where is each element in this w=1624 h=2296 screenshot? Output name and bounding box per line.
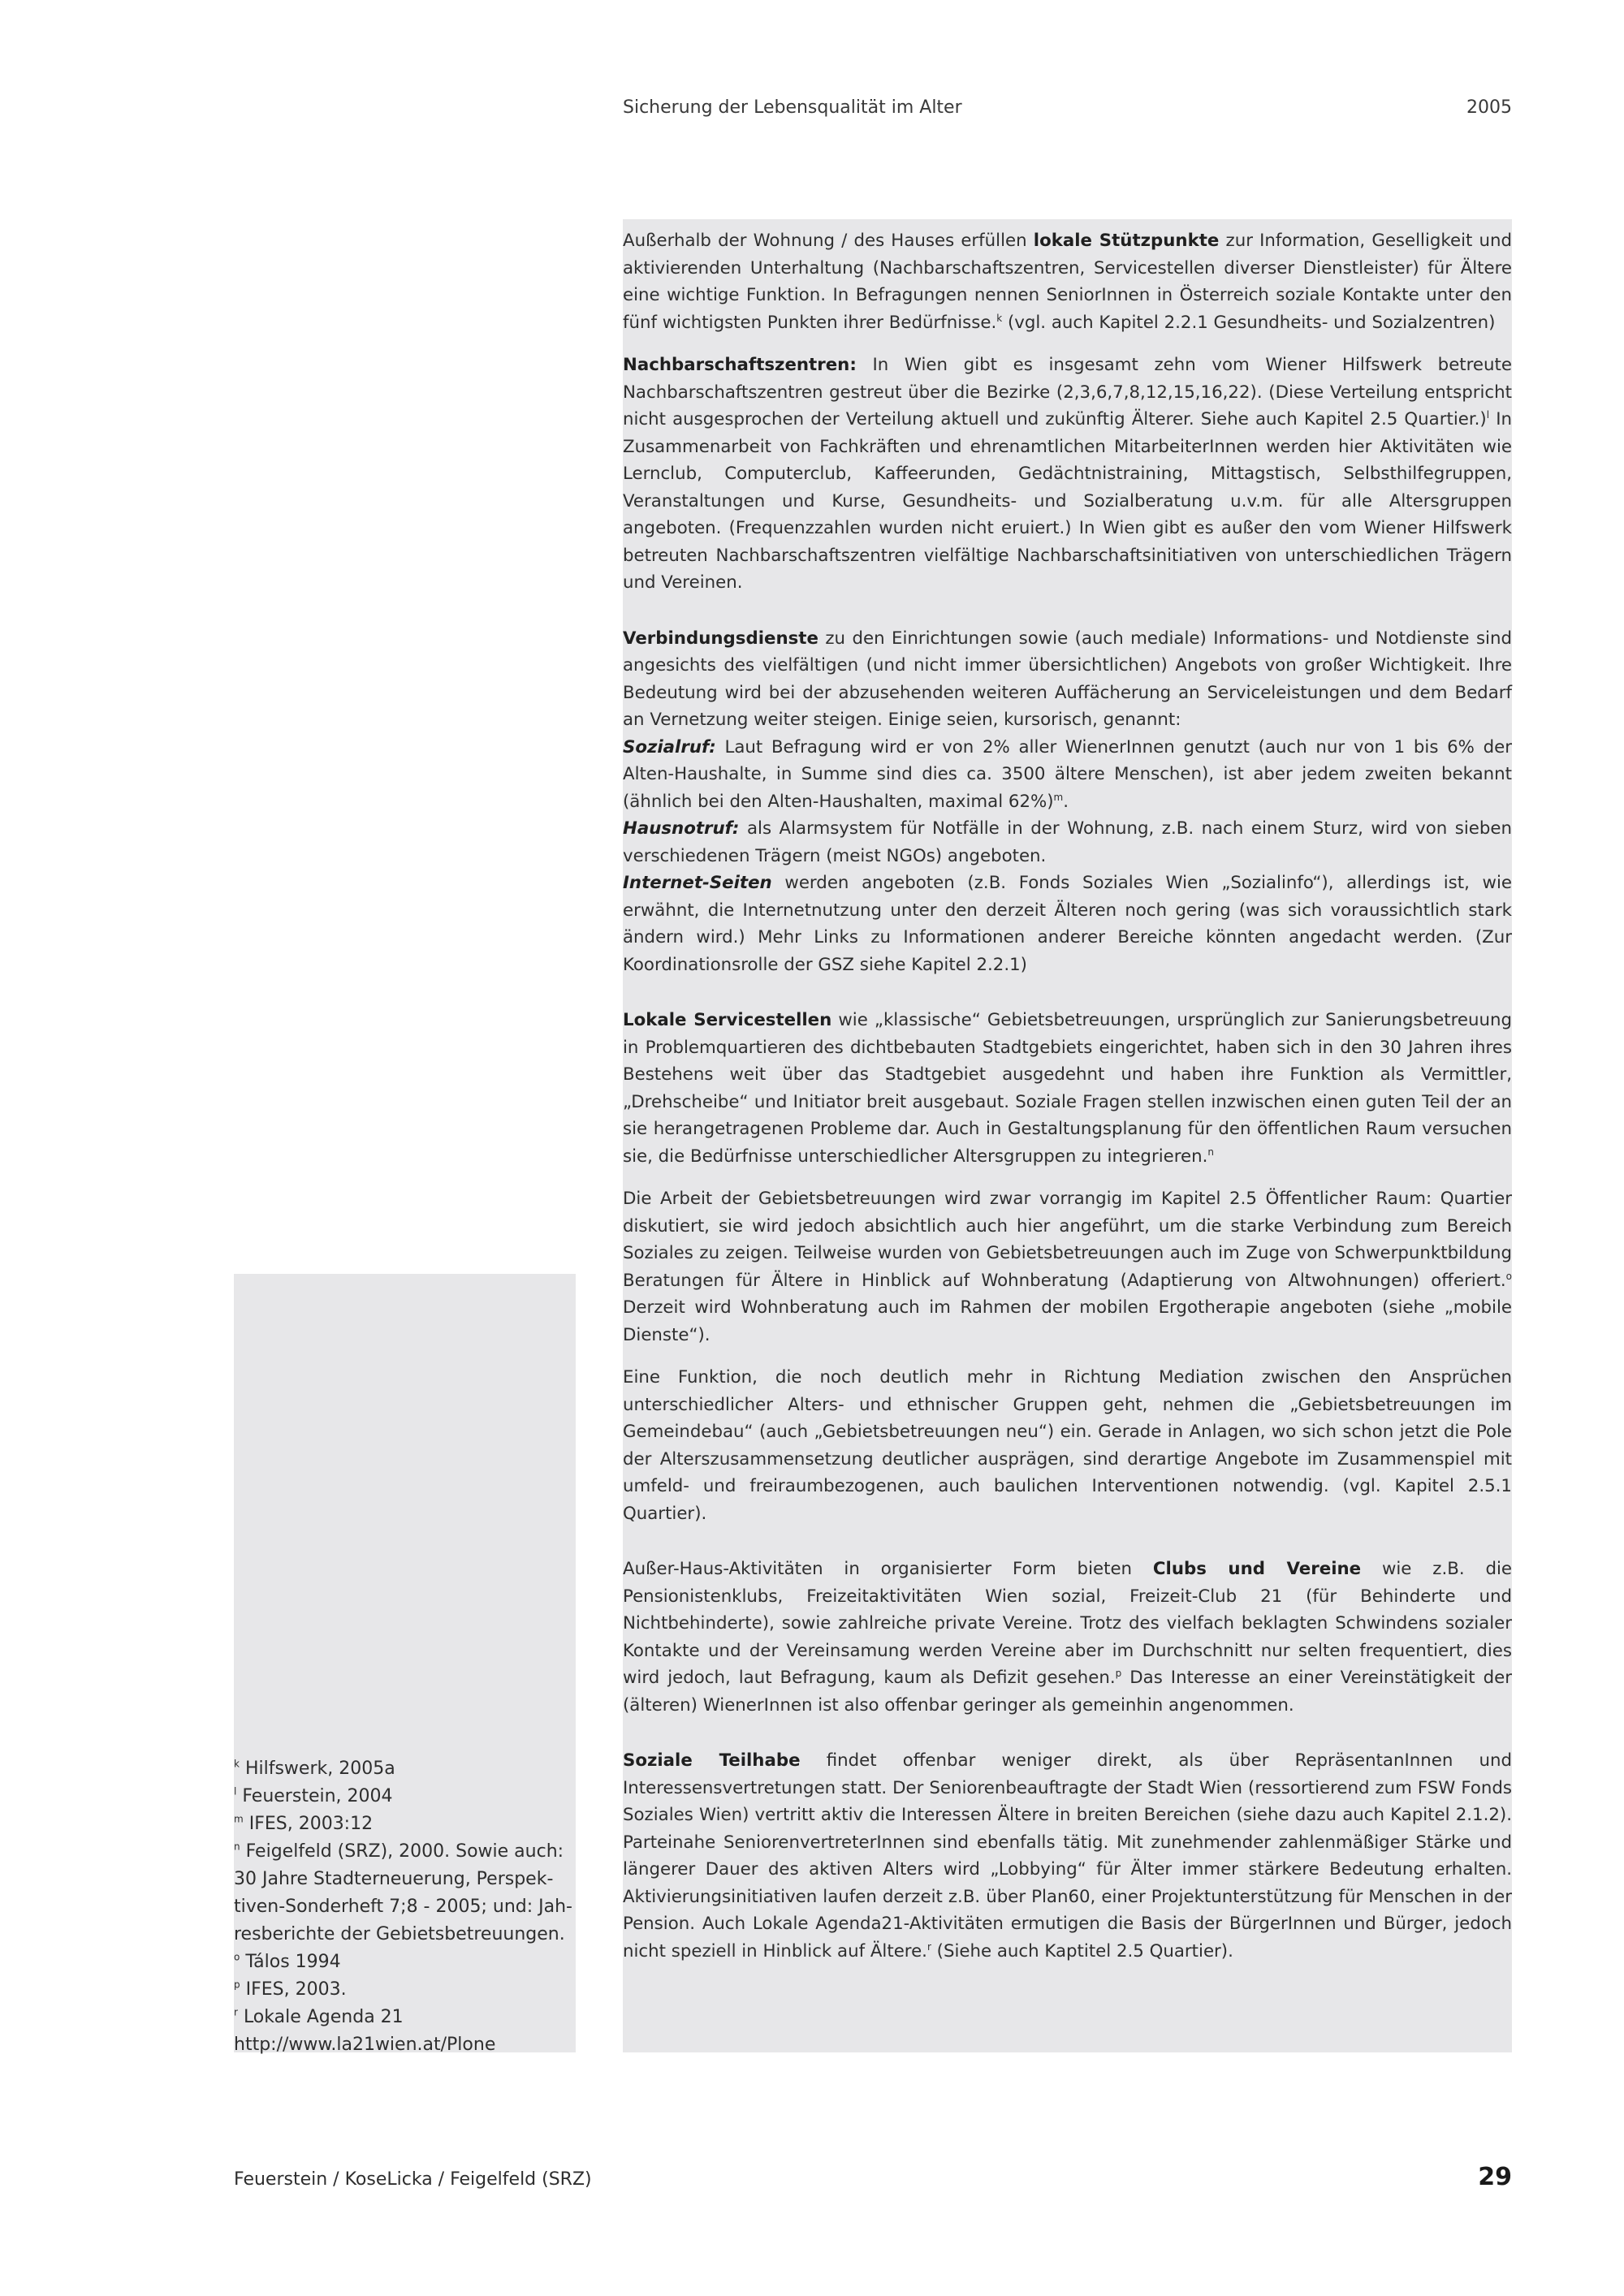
- footnote-n-line: 30 Jahre Stadterneuerung, Perspek-: [234, 1869, 554, 1889]
- footnote-ref-r: r: [926, 1940, 931, 1953]
- footnote-ref-k: k: [996, 312, 1003, 324]
- paragraph-verbindungsdienste: Verbindungsdienste zu den Einrichtungen sowie (auch mediale) Informations- und Notdienste sind angesichts des vielfältigen (und nicht immer übersichtlichen) Angebots von großer Wichtigkeit. Ihre Bedeutung wird bei der abzusehenden weiteren Auffächerung an Serviceleistungen und dem Bedarf an Vernetzung weiter steigen. Einige seien, kursorisch, genannt:: [623, 628, 1512, 730]
- paragraph-lokale-stuetzpunkte: Außerhalb der Wohnung / des Hauses erfüllen lokale Stützpunkte zur Information, Geselligkeit und aktivierenden Unterhaltung (Nachbarschaftszentren, Servicestellen diverser Dienstleister) für Ältere eine wichtige Funktion. In Befragungen nennen SeniorInnen in Österreich soziale Kontakte unter den fünf wichtigsten Punkten ihrer Bedürfnisse.$^k$ (vgl. auch Kapitel 2.2.1 Gesundheits- und Sozialzentren): [623, 231, 1512, 333]
- footnote-p: $^p$ IFES, 2003.: [234, 1979, 347, 2000]
- footnote-r: $^r$ Lokale Agenda 21: [234, 2006, 404, 2027]
- footnote-l: $^l$ Feuerstein, 2004: [234, 1785, 393, 1806]
- paragraph-nachbarschaftszentren: Nachbarschaftszentren: In Wien gibt es insgesamt zehn vom Wiener Hilfswerk betreute Nachbarschaftszentren gestreut über die Bezirke (2,3,6,7,8,12,15,16,22). (Diese Verteilung entspricht nicht ausgesprochen der Verteilung aktuell und zukünftig Älterer. Siehe auch Kapitel 2.5 Quartier.)$^l$ In Zusammenarbeit von Fachkräften und ehrenamtlichen MitarbeiterInnen werden hier Aktivitäten wie Lernclub, Computerclub, Kaffeerunden, Gedächtnistraining, Mittagstisch, Selbsthilfegruppen, Veranstaltungen und Kurse, Gesundheits- und Sozialberatung u.v.m. für alle Altersgruppen angeboten. (Frequenzzahlen wurden nicht eruiert.) In Wien gibt es außer den vom Wiener Hilfswerk betreuten Nachbarschaftszentren vielfältige Nachbarschaftsinitiativen von unterschiedlichen Trägern und Vereinen.: [623, 355, 1512, 593]
- footnote-ref-n: n: [1207, 1146, 1214, 1158]
- footnote-k: $^k$ Hilfswerk, 2005a: [234, 1758, 395, 1779]
- page-number: 29: [1478, 2163, 1512, 2191]
- footnote-ref-l: l: [1486, 408, 1490, 421]
- footnote-n-line: tiven-Sonderheft 7;8 - 2005; und: Jah-: [234, 1897, 572, 1917]
- footnote-n: $^n$ Feigelfeld (SRZ), 2000. Sowie auch:: [234, 1841, 564, 1862]
- paragraph-lokale-servicestellen: Lokale Servicestellen wie „klassische“ Gebietsbetreuungen, ursprünglich zur Sanierungsbetreuung in Problemquartieren des dichtbebauten Stadtgebiets eingerichtet, haben sich in den 30 Jahren ihres Bestehens weit über das Stadtgebiet ausgedehnt und haben ihre Funktion als Vermittler, „Drehscheibe“ und Initiator breit ausgebaut. Soziale Fragen stellen inzwischen einen guten Teil der an sie herangetragenen Probleme dar. Auch in Gestaltungsplanung für den öffentlichen Raum versuchen sie, die Bedürfnisse unterschiedlicher Altersgruppen zu integrieren.$^n$: [623, 1010, 1512, 1167]
- footnote-ref-o: o: [1505, 1270, 1512, 1282]
- footnote-m: $^m$ IFES, 2003:12: [234, 1813, 374, 1834]
- main-text-block: [623, 219, 1512, 2052]
- running-header-year: 2005: [1466, 97, 1512, 118]
- paragraph-mediation: Eine Funktion, die noch deutlich mehr in Richtung Mediation zwischen den Ansprüchen unterschiedlicher Alters- und ethnischer Gruppen geht, nehmen die „Gebietsbetreuungen im Gemeindebau“ (auch „Gebietsbetreuungen neu“) ein. Gerade in Anlagen, wo sich schon jetzt die Pole der Alterszusammensetzung deutlicher ausprägen, sind derartige Angebote im Zusammenspiel mit umfeld- und freiraumbezogenen, auch baulichen Interventionen notwendig. (vgl. Kapitel 2.5.1 Quartier).: [623, 1367, 1512, 1524]
- footnote-n-line: resberichte der Gebietsbetreuungen.: [234, 1924, 565, 1944]
- paragraph-hausnotruf: Hausnotruf: als Alarmsystem für Notfälle in der Wohnung, z.B. nach einem Sturz, wird von sieben verschiedenen Trägern (meist NGOs) angeboten.: [623, 818, 1512, 866]
- footnote-r-link: http://www.la21wien.at/Plone: [234, 2035, 496, 2055]
- footnote-ref-m: m: [1053, 791, 1064, 803]
- paragraph-internet-seiten: Internet-Seiten werden angeboten (z.B. Fonds Soziales Wien „Sozialinfo“), allerdings ist, wie erwähnt, die Internetnutzung unter den derzeit Älteren noch gering (was sich voraussichtlich stark ändern wird.) Mehr Links zu Informationen anderer Bereiche könnten angedacht werden. (Zur Koordinationsrolle der GSZ siehe Kapitel 2.2.1): [623, 873, 1512, 975]
- paragraph-gebietsbetreuungen: Die Arbeit der Gebietsbetreuungen wird zwar vorrangig im Kapitel 2.5 Öffentlicher Raum: Quartier diskutiert, sie wird jedoch absichtlich auch hier angeführt, um die starke Verbindung zum Bereich Soziales zu zeigen. Teilweise wurden von Gebietsbetreuungen auch im Zuge von Schwerpunktbildung Beratungen für Ältere in Hinblick auf Wohnberatung (Adaptierung von Altwohnungen) offeriert.$^o$ Derzeit wird Wohnberatung auch im Rahmen der mobilen Ergotherapie angeboten (siehe „mobile Dienste“).: [623, 1189, 1512, 1345]
- footer-authors: Feuerstein / KoseLicka / Feigelfeld (SRZ): [234, 2169, 592, 2190]
- footnote-ref-p: p: [1115, 1667, 1122, 1679]
- paragraph-sozialruf: Sozialruf: Laut Befragung wird er von 2% aller WienerInnen genutzt (auch nur von 1 bis 6% der Alten-Haushalte, in Summe sind dies ca. 3500 ältere Menschen), ist aber jedem zweiten bekannt (ähnlich bei den Alten-Haushalten, maximal 62%)$^m$.: [623, 736, 1512, 812]
- footnote-o: $^o$ Tálos 1994: [234, 1951, 341, 1972]
- running-header-title: Sicherung der Lebensqualität im Alter: [623, 97, 962, 118]
- paragraph-soziale-teilhabe: Soziale Teilhabe findet offenbar weniger direkt, als über RepräsentanInnen und Interessensvertretungen statt. Der Seniorenbeauftragte der Stadt Wien (ressortierend zum FSW Fonds Soziales Wien) vertritt aktiv die Interessen Ältere in breiten Bereichen (siehe dazu auch Kapitel 2.1.2). Parteinahe SeniorenvertreterInnen sind ebenfalls tätig. Mit zunehmender zahlenmäßiger Stärke und längerer Dauer des aktiven Alters wird „Lobbying“ für Älter immer stärkere Bedeutung erhalten. Aktivierungsinitiativen laufen derzeit z.B. über Plan60, einer Projektunterstützung für Menschen in der Pension. Auch Lokale Agenda21-Aktivitäten ermutigen die Basis der BürgerInnen und Bürger, jedoch nicht speziell in Hinblick auf Ältere.$^r$ (Siehe auch Kaptitel 2.5 Quartier).: [623, 1750, 1512, 1962]
- paragraph-clubs-vereine: Außer-Haus-Aktivitäten in organisierter Form bieten Clubs und Vereine wie z.B. die Pensionistenklubs, Freizeitaktivitäten Wien sozial, Freizeit-Club 21 (für Behinderte und Nichtbehinderte), sowie zahlreiche private Vereine. Trotz des vielfach beklagten Schwindens sozialer Kontakte und der Vereinsamung werden Vereine aber im Durchschnitt nur selten frequentiert, dies wird jedoch, laut Befragung, kaum als Defizit gesehen.$^p$ Das Interesse an einer Vereinstätigkeit der (älteren) WienerInnen ist also offenbar geringer als gemeinhin angenommen.: [623, 1559, 1512, 1716]
- footnotes-list: [234, 1755, 579, 2059]
